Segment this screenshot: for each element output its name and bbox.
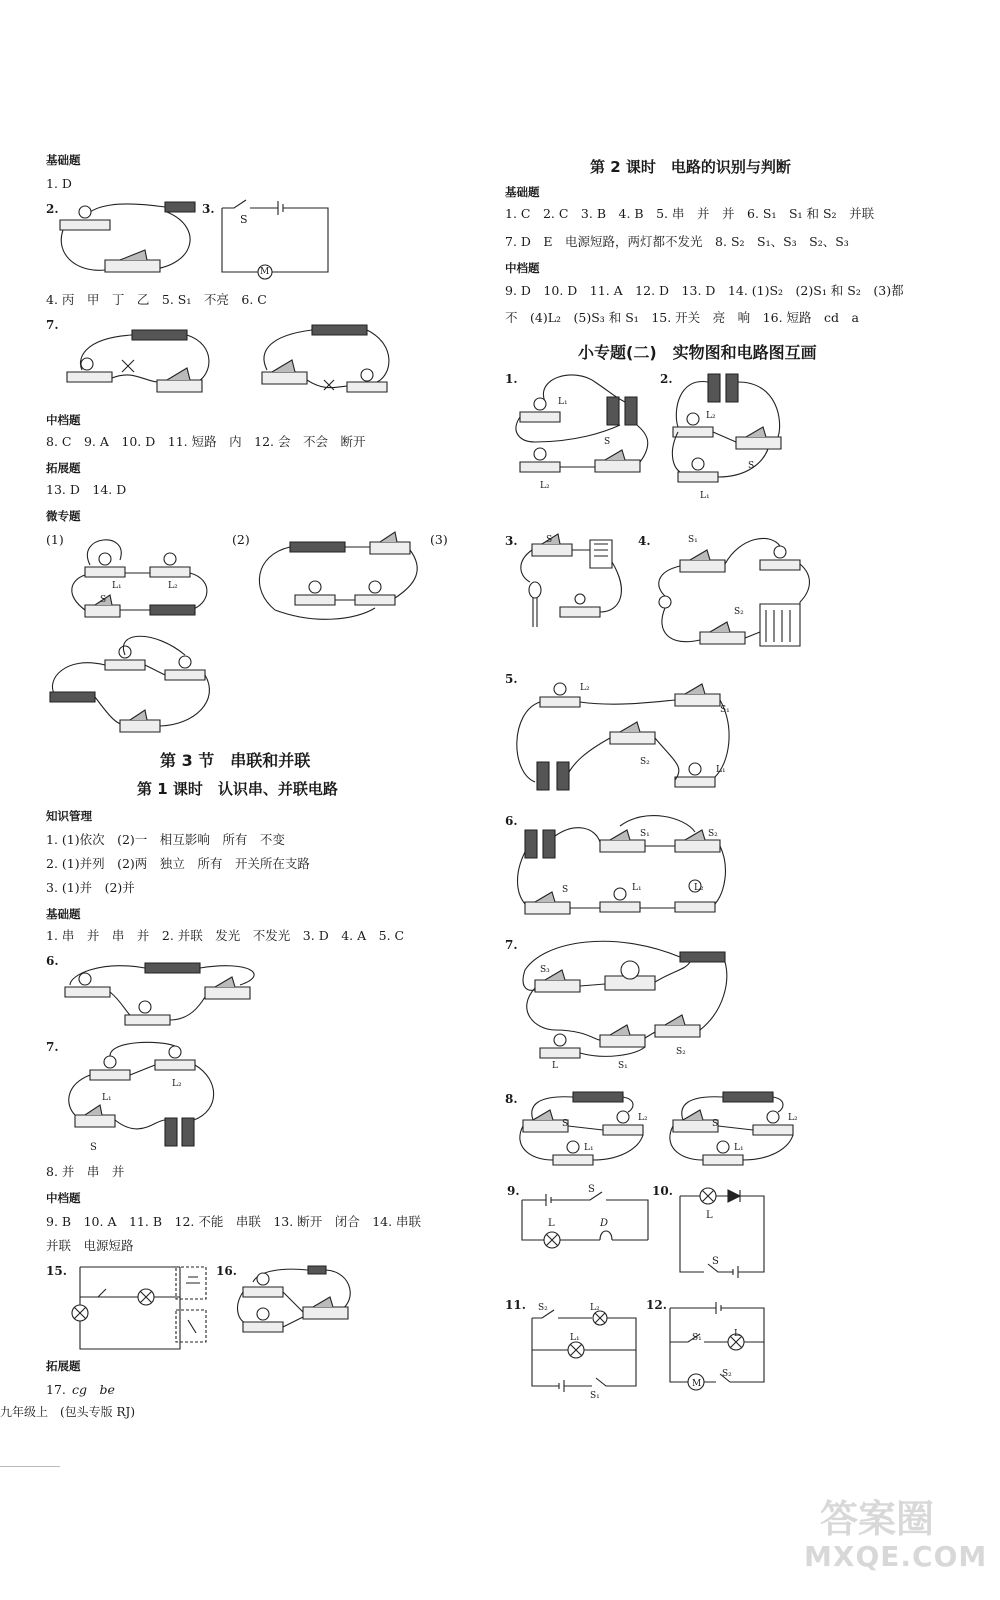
- physical-circuit-diagram-q6: [60, 955, 270, 1035]
- r8b-label-s: S: [712, 1119, 719, 1129]
- physical-circuit-diagram-r8b: [668, 1090, 808, 1170]
- r8b-label-l2: L₂: [788, 1113, 798, 1123]
- circuit-diagram-r12: [668, 1298, 768, 1388]
- lamp-label-l1-q7b: L₁: [102, 1093, 112, 1103]
- watermark-top-text: 答案圈: [820, 1497, 935, 1541]
- heading-extension: 拓展题: [46, 461, 81, 475]
- motor-label-m: M: [260, 267, 270, 277]
- circuit-diagram-r11: [530, 1310, 640, 1390]
- physical-circuit-diagram-r4: [650, 532, 820, 662]
- r-question-10-number: 10.: [652, 1184, 673, 1198]
- r2-label-s: S: [748, 461, 755, 471]
- r-question-2-number: 2.: [660, 372, 673, 386]
- answer-4-6: 4. 丙 甲 丁 乙 5. S₁ 不亮 6. C: [46, 292, 267, 307]
- watermark-bottom-text: MXQE.COM: [804, 1540, 988, 1573]
- lamp-label-l2: L₂: [168, 581, 178, 591]
- physical-circuit-diagram-q16: [238, 1262, 358, 1342]
- micro-2-label: (2): [232, 532, 250, 547]
- footer-rule: [0, 1466, 60, 1467]
- physical-circuit-diagram-q2: [55, 198, 200, 283]
- r8a-label-l2: L₂: [638, 1113, 648, 1123]
- physical-circuit-diagram-q7: [62, 320, 402, 405]
- switch-label-s: S: [240, 213, 248, 226]
- r9-label-d: D: [600, 1218, 609, 1229]
- lesson-2-title: 第 2 课时 电路的识别与判断: [590, 158, 791, 176]
- r7-label-s2: S₂: [676, 1047, 686, 1057]
- physical-circuit-diagram-r3: [520, 532, 630, 632]
- micro-3-label: (3): [430, 532, 448, 547]
- question-7-number: 7.: [46, 318, 59, 332]
- r6-label-s1: S₁: [640, 829, 650, 839]
- answer-17: cg be: [72, 1382, 115, 1397]
- r-question-1-number: 1.: [505, 372, 518, 386]
- switch-label-s-q7b: S: [90, 1142, 97, 1153]
- r12-label-s2: S₂: [722, 1369, 732, 1379]
- knowledge-3: 3. (1)并 (2)并: [46, 880, 135, 895]
- physical-circuit-diagram-r1: [515, 372, 655, 482]
- answer-r9-14: 9. D 10. D 11. A 12. D 13. D 14. (1)S₂ (2)S₁ 和 S₂ (3)都: [505, 283, 904, 298]
- r7-label-l: L: [552, 1061, 558, 1071]
- physical-circuit-diagram-r8a: [518, 1090, 658, 1170]
- r1-label-s: S: [604, 437, 611, 447]
- r1-label-l2: L₂: [540, 481, 550, 491]
- heading-mid-r: 中档题: [505, 261, 540, 275]
- r5-label-l2: L₂: [580, 683, 590, 693]
- r11-label-l1: L₁: [570, 1333, 580, 1343]
- r9-label-s: S: [588, 1184, 595, 1195]
- r10-label-s: S: [712, 1256, 719, 1267]
- r5-label-s2: S₂: [640, 757, 650, 767]
- heading-extension-2: 拓展题: [46, 1359, 81, 1373]
- question-6-number: 6.: [46, 954, 59, 968]
- r-question-4-number: 4.: [638, 534, 651, 548]
- footer-grade-edition: 九年级上 (包头专版 RJ): [0, 1405, 136, 1419]
- r-question-11-number: 11.: [505, 1298, 526, 1312]
- r6-label-l1: L₁: [632, 883, 642, 893]
- heading-mid-2: 中档题: [46, 1191, 81, 1205]
- question-3-number: 3.: [202, 202, 215, 216]
- answer-8-12: 8. C 9. A 10. D 11. 短路 内 12. 会 不会 断开: [46, 434, 366, 449]
- heading-basic-r: 基础题: [505, 185, 540, 199]
- r-question-8-number: 8.: [505, 1092, 518, 1106]
- r2-label-l2: L₂: [706, 411, 716, 421]
- r8b-label-l1: L₁: [734, 1143, 744, 1153]
- physical-circuit-diagram-micro-3: [45, 630, 225, 740]
- r-question-9-number: 9.: [507, 1184, 520, 1198]
- answer-r14-16: 不 (4)L₂ (5)S₃ 和 S₁ 15. 开关 亮 响 16. 短路 cd a: [505, 310, 859, 325]
- r-question-12-number: 12.: [646, 1298, 667, 1312]
- circuit-diagram-q15: [68, 1265, 208, 1350]
- physical-circuit-diagram-r5: [515, 672, 740, 797]
- r5-label-l1: L₁: [716, 765, 726, 775]
- r7-label-s3: S₃: [540, 965, 550, 975]
- answer-14-cont: 并联 电源短路: [46, 1238, 134, 1253]
- r12-label-s1: S₁: [692, 1333, 702, 1343]
- r4-label-s2: S₂: [734, 607, 744, 617]
- answer-r7-8: 7. D E 电源短路，两灯都不发光 8. S₂ S₁、S₃ S₂、S₃: [505, 234, 849, 249]
- physical-circuit-diagram-micro-1: [70, 535, 220, 625]
- physical-circuit-diagram-q7b: [60, 1040, 220, 1145]
- question-16-number: 16.: [216, 1264, 237, 1278]
- circuit-diagram-r9: [520, 1190, 650, 1250]
- knowledge-1: 1. (1)依次 (2)一 相互影响 所有 不变: [46, 832, 285, 847]
- micro-1-label: (1): [46, 532, 64, 547]
- answer-1: 1. D: [46, 176, 72, 191]
- switch-label-s: S: [100, 595, 107, 605]
- r-question-6-number: 6.: [505, 814, 518, 828]
- heading-mid: 中档题: [46, 413, 81, 427]
- physical-circuit-diagram-r7: [515, 940, 735, 1070]
- r-question-7-number: 7.: [505, 938, 518, 952]
- r6-label-s2: S₂: [708, 829, 718, 839]
- heading-basic-2: 基础题: [46, 907, 81, 921]
- r11-label-s2: S₂: [538, 1303, 548, 1313]
- answer-17-number: 17.: [46, 1382, 66, 1397]
- heading-knowledge: 知识管理: [46, 809, 92, 823]
- answer-b1-5: 1. 串 并 串 并 2. 并联 发光 不发光 3. D 4. A 5. C: [46, 928, 405, 943]
- r9-label-l: L: [548, 1218, 555, 1229]
- heading-basic: 基础题: [46, 153, 81, 167]
- knowledge-2: 2. (1)并列 (2)两 独立 所有 开关所在支路: [46, 856, 310, 871]
- r11-label-s1: S₁: [590, 1391, 600, 1401]
- r12-label-l: L: [734, 1329, 740, 1339]
- answer-13-14: 13. D 14. D: [46, 482, 127, 497]
- r5-label-s1: S₁: [720, 705, 730, 715]
- lamp-label-l1: L₁: [112, 581, 122, 591]
- heading-micro-topic: 微专题: [46, 509, 81, 523]
- r7-label-s1: S₁: [618, 1061, 628, 1071]
- answer-8b: 8. 并 串 并: [46, 1164, 125, 1179]
- lesson-1-title: 第 1 课时 认识串、并联电路: [137, 780, 338, 798]
- circuit-diagram-r10: [678, 1188, 768, 1278]
- r-question-5-number: 5.: [505, 672, 518, 686]
- circuit-diagram-q3: [220, 206, 330, 274]
- r1-label-l1: L₁: [558, 397, 568, 407]
- topic-title: 小专题(二) 实物图和电路图互画: [578, 343, 817, 362]
- question-15-number: 15.: [46, 1264, 67, 1278]
- physical-circuit-diagram-r2: [668, 372, 788, 492]
- physical-circuit-diagram-r6: [515, 812, 725, 917]
- answer-r1-6: 1. C 2. C 3. B 4. B 5. 串 并 并 6. S₁ S₁ 和 S₂ 并联: [505, 206, 875, 221]
- r2-label-l1: L₁: [700, 491, 710, 501]
- question-2-number: 2.: [46, 202, 59, 216]
- r11-label-l2: L₂: [590, 1303, 600, 1313]
- answer-9-14: 9. B 10. A 11. B 12. 不能 串联 13. 断开 闭合 14. 串联: [46, 1214, 422, 1229]
- question-7b-number: 7.: [46, 1040, 59, 1054]
- r8a-label-s: S: [562, 1119, 569, 1129]
- r4-label-s1: S₁: [688, 535, 698, 545]
- physical-circuit-diagram-micro-2: [255, 530, 425, 625]
- r10-label-l: L: [706, 1210, 713, 1221]
- r-question-3-number: 3.: [505, 534, 518, 548]
- r6-label-s: S: [562, 885, 569, 895]
- section-title: 第 3 节 串联和并联: [160, 751, 311, 770]
- r8a-label-l1: L₁: [584, 1143, 594, 1153]
- lamp-label-l2-q7b: L₂: [172, 1079, 182, 1089]
- r3-label-s: S: [546, 535, 553, 545]
- r6-label-l2: L₂: [694, 883, 704, 893]
- r12-label-m: M: [692, 1379, 702, 1389]
